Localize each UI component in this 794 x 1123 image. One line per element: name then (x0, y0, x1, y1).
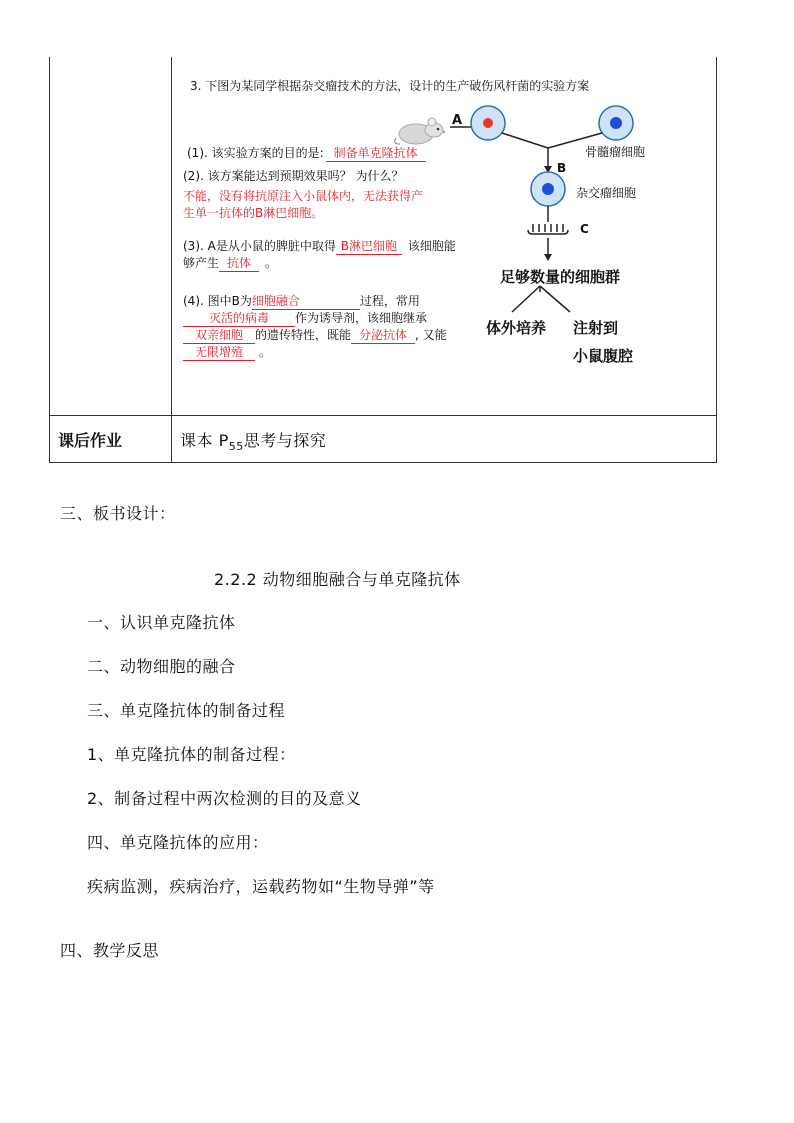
board-line-7: 疾病监测，疾病治疗，运载药物如“生物导弹”等 (87, 877, 435, 896)
board-line-2: 二、动物细胞的融合 (87, 657, 236, 676)
inject-label-line-2: 小鼠腹腔 (573, 347, 634, 365)
myeloma-nucleus (610, 117, 622, 129)
question-2: (2). 该方案能达到预期效果吗？ 为什么？ (183, 169, 404, 183)
diagram-label-c: C (580, 222, 589, 236)
hybridoma-nucleus (542, 183, 554, 195)
board-title: 2.2.2 动物细胞融合与单克隆抗体 (214, 570, 461, 589)
table-left-border (49, 57, 50, 463)
table-bottom-border (49, 462, 716, 463)
homework-content: 课本 $P_{55}$思考与探究 (180, 431, 327, 454)
question-1: (1). 该实验方案的目的是: 制备单克隆抗体 (187, 144, 426, 162)
board-line-5: 2、制备过程中两次检测的目的及意义 (87, 789, 362, 808)
cell-group-label: 足够数量的细胞群 (500, 268, 621, 286)
table-right-border (716, 57, 717, 463)
board-line-4: 1、单克隆抗体的制备过程： (87, 745, 296, 764)
table-divider (171, 57, 172, 463)
question-3-line-2: 够产生 抗体 。 (183, 256, 278, 270)
cell-colony-icon (528, 230, 568, 234)
question-3-line-1: (3). A是从小鼠的脾脏中取得 B淋巴细胞 该细胞能 (183, 239, 456, 253)
question-title: 3. 下图为某同学根据杂交瘤技术的方法，设计的生产破伤风杆菌的实验方案 (190, 79, 590, 93)
board-design-heading: 三、板书设计： (60, 504, 176, 523)
reflection-heading: 四、教学反思 (60, 941, 160, 960)
table-row-divider (49, 415, 716, 416)
hybridoma-label: 杂交瘤细胞 (576, 186, 637, 200)
hybridoma-diagram (440, 100, 700, 320)
question-4-line-2: 灭活的病毒 作为诱导剂，该细胞继承 (183, 309, 427, 327)
b-lymphocyte-nucleus (483, 118, 493, 128)
board-line-6: 四、单克隆抗体的应用： (87, 833, 269, 852)
question-4-line-4: 无限增殖 。 (183, 343, 271, 361)
diagram-label-a: A (452, 113, 463, 128)
question-4-line-1: (4). 图中B为细胞融合 过程，常用 (183, 294, 420, 308)
myeloma-label: 骨髓瘤细胞 (585, 145, 646, 159)
question-2-answer-line-1: 不能，没有将抗原注入小鼠体内，无法获得产 (183, 189, 424, 203)
question-4-line-3: 双亲细胞 的遗传特性，既能 分泌抗体 , 又能 (183, 326, 447, 344)
question-2-answer-line-2: 生单一抗体的B淋巴细胞。 (183, 206, 324, 220)
diagram-label-b: B (557, 161, 567, 175)
inject-label-line-1: 注射到 (573, 319, 619, 337)
board-line-3: 三、单克隆抗体的制备过程 (87, 701, 286, 720)
in-vitro-culture-label: 体外培养 (486, 319, 547, 337)
homework-label: 课后作业 (58, 431, 123, 450)
board-line-1: 一、认识单克隆抗体 (87, 613, 236, 632)
